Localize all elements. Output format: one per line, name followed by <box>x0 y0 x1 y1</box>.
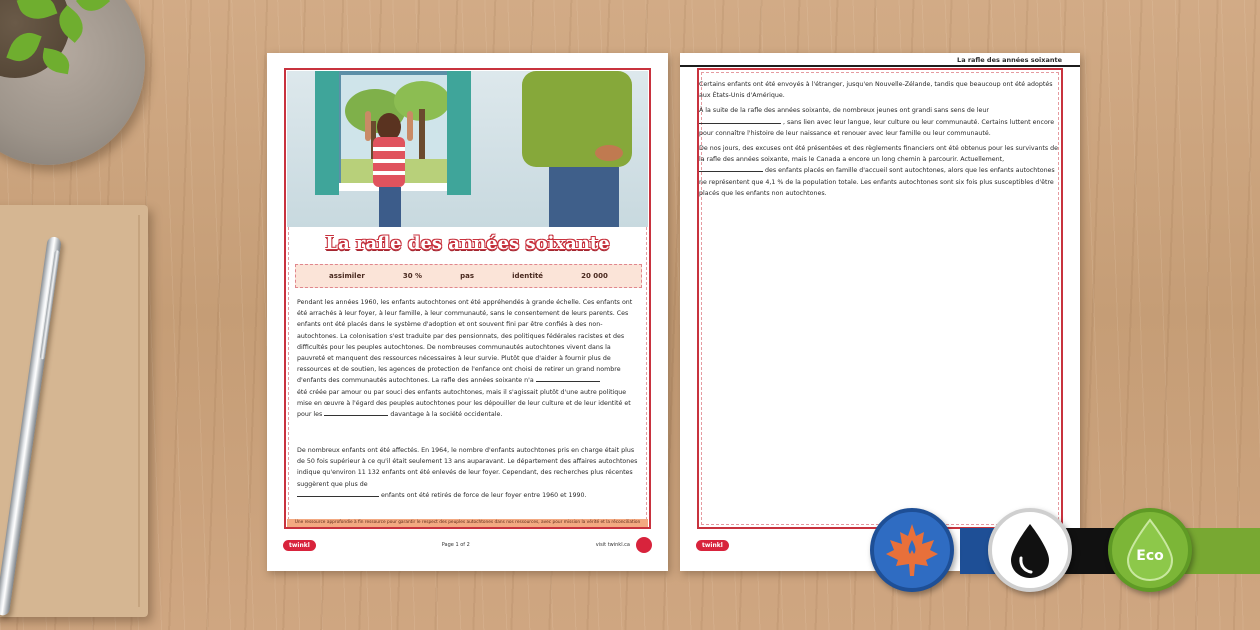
illustration-svg <box>287 71 648 227</box>
word-bank-item: 20 000 <box>581 272 608 280</box>
maple-leaf-icon <box>882 520 942 580</box>
worksheet-page-1 <box>267 53 668 571</box>
paragraph-text: des enfants placés en famille d'accueil sont autochtones, alors que les enfants autochtones ne représentent que 4,1 % de la population totale. Les enfants autochtones sont six fois plus susceptibles d'être placés que les enfants non autochtones. <box>699 167 1055 197</box>
paragraph-text: , sans lien avec leur langue, leur culture ou leur communauté. Certains luttent encore pour connaître l'histoire de leur naissance et renouer avec leur famille ou leur communauté. <box>699 118 1055 137</box>
paragraph-text: Pendant les années 1960, les enfants autochtones ont été appréhendés à grande échelle. Ces enfants ont été arrachés à leur foyer, à leur famille, à leur communauté, sans le consentement de leurs parents. Ces enfants ont été placés dans le système d'adoption et ont souvent fini par être confiés à des non-autochtones. La colonisation s'est traduite par des pensionnats, des politiques fédérales racistes et des difficultés pour les peuples autochtones. De nombreuses communautés autochtones vivent dans la pauvreté et manquent des ressources nécessaires à leur survie. Plutôt que d'aider à fournir plus de ressources et de soutien, les agences de protection de l'enfance ont choisi de retirer un grand nombre d'enfants des communautés autochtones. La rafle des années soixante n'a <box>297 299 633 385</box>
header-rule <box>680 65 1080 67</box>
paragraph-text: À la suite de la rafle des années soixante, de nombreux jeunes ont grandi sans sens de leur <box>699 107 989 115</box>
twinkl-logo: twinkl <box>283 540 316 551</box>
eco-badge <box>1108 508 1192 592</box>
twinkl-logo: twinkl <box>696 540 729 551</box>
word-bank-item: identité <box>512 272 544 280</box>
fill-in-blank[interactable] <box>699 166 763 172</box>
footer-banner: Une ressource approfondie à fin ressource pour garantir le respect des peuples autochtones dans nos ressources, avec pour mission la vérité et la réconciliation <box>287 519 648 527</box>
page-title: La rafle des années soixante <box>325 233 610 254</box>
page-header: La rafle des années soixante <box>957 56 1062 64</box>
paragraph <box>699 143 1059 199</box>
paragraph-text: De nombreux enfants ont été affectés. En 1964, le nombre d'enfants autochtones pris en charge était plus de 50 fois supérieur à ce qu'il était seulement 13 ans auparavant. Le département des affaires autochtones indique qu'environ 11 132 enfants ont été enlevés de leur foyer. Cependant, des recherches plus récentes suggèrent que plus de <box>297 447 638 488</box>
word-bank-item: assimiler <box>329 272 365 280</box>
paragraph-text: davantage à la société occidentale. <box>390 411 503 419</box>
page-number: Page 1 of 2 <box>441 542 470 548</box>
eco-label: Eco <box>1136 548 1164 564</box>
site-link[interactable]: visit twinkl.ca <box>595 542 630 548</box>
ink-drop-icon <box>1005 520 1055 580</box>
twinkl-badge-icon <box>636 537 652 553</box>
fill-in-blank[interactable] <box>297 491 379 497</box>
paragraph-1 <box>297 297 640 420</box>
paragraph: Certains enfants ont été envoyés à l'étranger, jusqu'en Nouvelle-Zélande, tandis que beaucoup ont été adoptés aux États-Unis d'Amérique. <box>699 81 1053 100</box>
fill-in-blank[interactable] <box>699 118 781 124</box>
fill-in-blank[interactable] <box>536 376 600 382</box>
worksheet-page-2 <box>680 53 1080 571</box>
fill-in-blank[interactable] <box>324 410 388 416</box>
paragraph <box>699 105 1059 139</box>
word-bank-item: 30 % <box>402 272 423 280</box>
paragraph-text: été créée par amour ou par souci des enfants autochtones, mais il s'agissait plutôt d'une autre politique mise en œuvre à l'égard des peuples autochtones pour les dépouiller de leur culture et de leur identité et pour les <box>297 388 631 419</box>
canadian-resource-badge <box>870 508 954 592</box>
paragraph-text: enfants ont été retirés de force de leur foyer entre 1960 et 1990. <box>381 491 587 499</box>
word-bank-item: pas <box>460 272 475 280</box>
footer-right <box>596 537 652 553</box>
page-footer <box>283 536 652 554</box>
paragraph-2 <box>297 445 640 501</box>
illustration-child-at-window <box>287 71 648 227</box>
word-bank <box>295 264 642 288</box>
page-2-text <box>699 79 1059 203</box>
notebook <box>0 205 148 617</box>
ink-saving-badge <box>988 508 1072 592</box>
paragraph-text: De nos jours, des excuses ont été présentées et des règlements financiers ont été obtenus pour les survivants de la rafle des années soixante, mais le Canada a encore un long chemin à parcourir. Actuellement, <box>699 145 1059 164</box>
